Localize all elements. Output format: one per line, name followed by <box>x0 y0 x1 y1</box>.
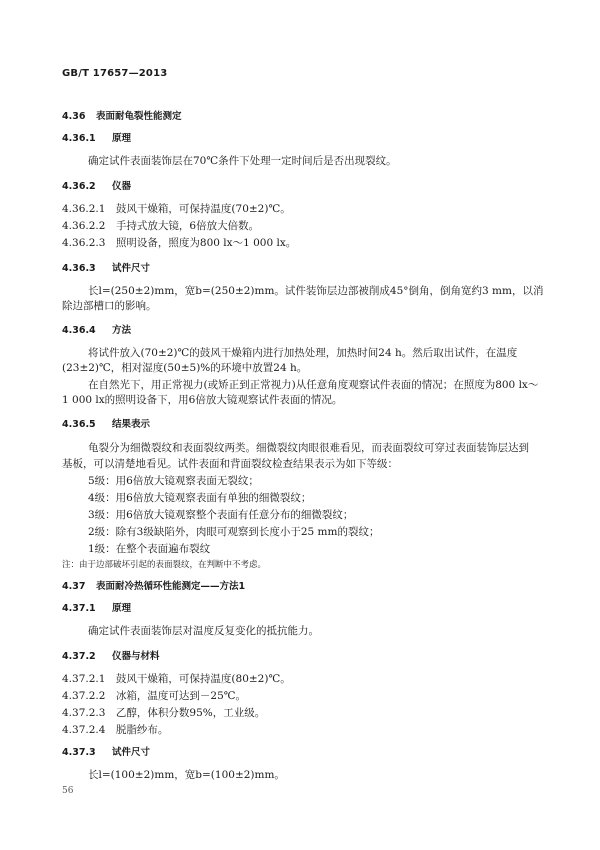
list-item-4-37-2-2: 4.37.2.2 冰箱，温度可达到－25℃。 <box>62 690 247 702</box>
section-heading-4-36-1: 4.36.1 原理 <box>62 133 132 144</box>
paragraph-specimen-size-line1: 长l=(250±2)mm，宽b=(250±2)mm。试件装饰层边部被削成45°倒角，倒角宽约3 mm，以消 <box>88 285 544 297</box>
list-item-4-37-2-3: 4.37.2.3 乙醇，体积分数95%，工业级。 <box>62 707 266 719</box>
page-number: 56 <box>62 786 74 796</box>
section-heading-4-37-3: 4.37.3 试件尺寸 <box>62 747 151 758</box>
section-heading-4-37: 4.37 表面耐冷热循环性能测定——方法1 <box>62 581 246 592</box>
grade-5: 5级：用6倍放大镜观察表面无裂纹； <box>88 475 259 487</box>
grade-3: 3级：用6倍放大镜观察整个表面有任意分布的细微裂纹； <box>88 509 354 521</box>
paragraph-method-line4: 1 000 lx的照明设备下，用6倍放大镜观察试件表面的情况。 <box>62 394 343 406</box>
grade-2: 2级：除有3级缺陷外，肉眼可观察到长度小于25 mm的裂纹； <box>88 526 380 538</box>
paragraph-principle-4-37: 确定试件表面装饰层对温度反复变化的抵抗能力。 <box>88 625 319 637</box>
list-item-4-36-2-2: 4.36.2.2 手持式放大镜，6倍放大倍数。 <box>62 220 260 232</box>
paragraph-method-line2: (23±2)℃，相对湿度(50±5)%的环境中放置24 h。 <box>62 362 308 374</box>
paragraph-results-line2: 基板，可以清楚地看见。试件表面和背面裂纹检查结果表示为如下等级： <box>62 458 398 470</box>
section-heading-4-36: 4.36 表面耐龟裂性能测定 <box>62 111 182 122</box>
paragraph-principle: 确定试件表面装饰层在70℃条件下处理一定时间后是否出现裂纹。 <box>88 155 397 167</box>
section-heading-4-37-1: 4.37.1 原理 <box>62 603 132 614</box>
paragraph-results-line1: 龟裂分为细微裂纹和表面裂纹两类。细微裂纹肉眼很难看见，而表面裂纹可穿过表面装饰层达到 <box>88 442 529 454</box>
list-item-4-37-2-4: 4.37.2.4 脱脂纱布。 <box>62 724 169 736</box>
note-edge-damage: 注：由于边部破坏引起的表面裂纹，在判断中不考虑。 <box>62 560 267 570</box>
standard-header: GB/T 17657—2013 <box>62 68 168 79</box>
section-heading-4-37-2: 4.37.2 仪器与材料 <box>62 651 160 662</box>
paragraph-method-line3: 在自然光下，用正常视力(或矫正到正常视力)从任意角度观察试件表面的情况；在照度为800 lx～ <box>88 379 539 391</box>
paragraph-method-line1: 将试件放入(70±2)℃的鼓风干燥箱内进行加热处理，加热时间24 h。然后取出试件，在温度 <box>88 347 518 359</box>
section-heading-4-36-4: 4.36.4 方法 <box>62 325 132 336</box>
section-heading-4-36-5: 4.36.5 结果表示 <box>62 419 151 430</box>
section-heading-4-36-3: 4.36.3 试件尺寸 <box>62 263 151 274</box>
paragraph-specimen-size-line2: 除边部槽口的影响。 <box>62 300 157 312</box>
grade-4: 4级：用6倍放大镜观察表面有单独的细微裂纹； <box>88 492 312 504</box>
list-item-4-36-2-1: 4.36.2.1 鼓风干燥箱，可保持温度(70±2)℃。 <box>62 203 291 215</box>
grade-1: 1级：在整个表面遍布裂纹 <box>88 543 211 555</box>
list-item-4-36-2-3: 4.36.2.3 照明设备，照度为800 lx～1 000 lx。 <box>62 237 297 249</box>
list-item-4-37-2-1: 4.37.2.1 鼓风干燥箱，可保持温度(80±2)℃。 <box>62 673 291 685</box>
paragraph-specimen-size-4-37: 长l=(100±2)mm，宽b=(100±2)mm。 <box>88 769 285 781</box>
section-heading-4-36-2: 4.36.2 仪器 <box>62 181 132 192</box>
